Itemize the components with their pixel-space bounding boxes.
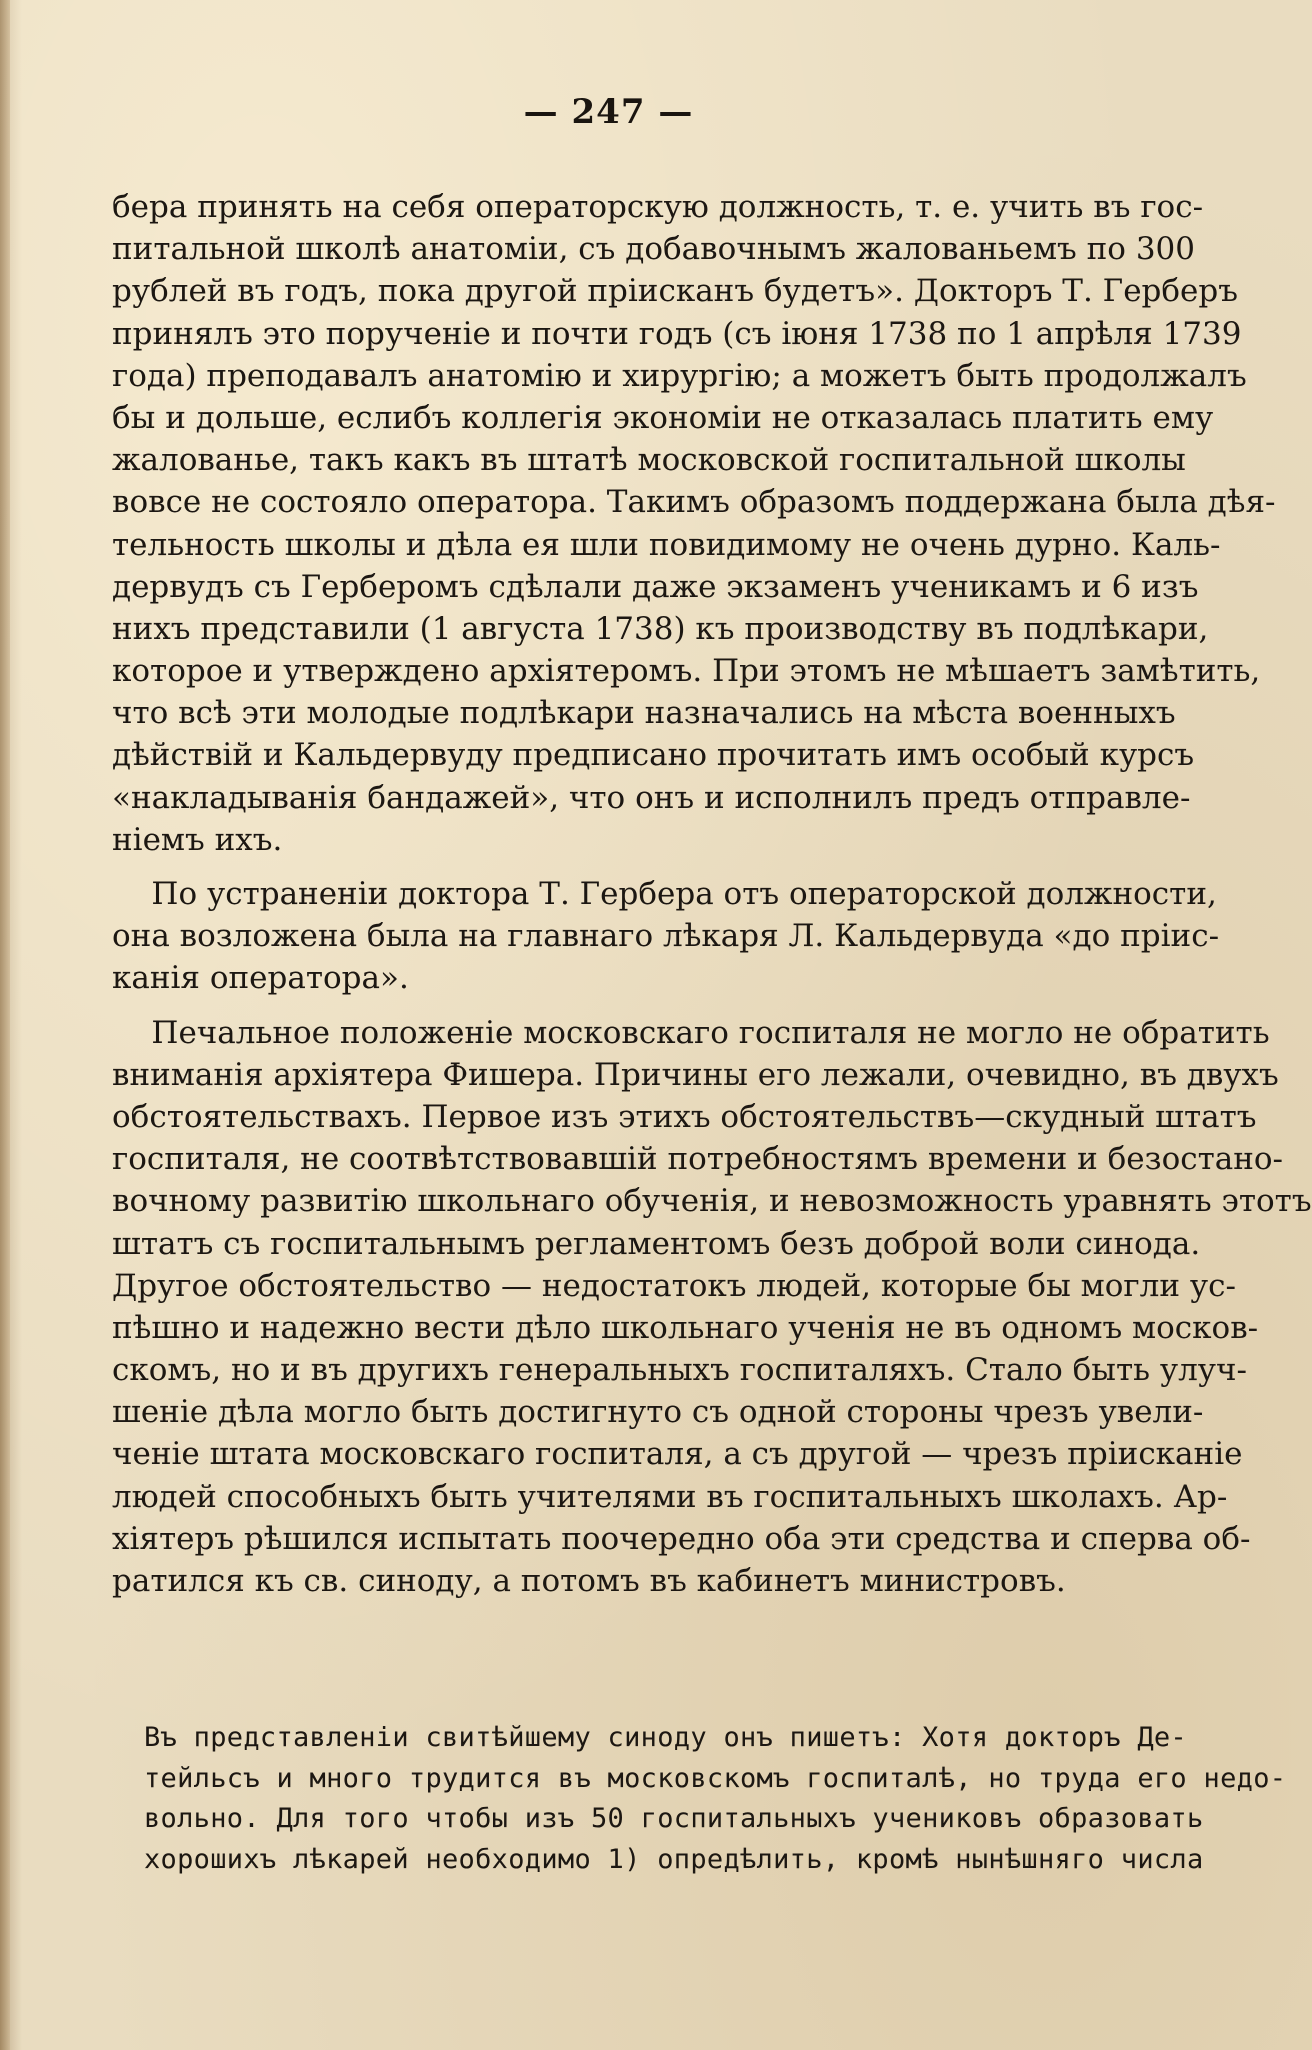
text-line: питальной школѣ анатоміи, съ добавочнымъ жалованьемъ по 300 [112, 231, 1195, 268]
footnote-line: хорошихъ лѣкарей необходимо 1) опредѣлить, кромѣ нынѣшняго числа [144, 1843, 1204, 1875]
page-number: — 247 — [523, 92, 694, 132]
text-line: людей способныхъ быть учителями въ госпитальныхъ школахъ. Ар- [112, 1478, 1228, 1515]
paragraph-3 [112, 1012, 1312, 1603]
text-line: ченіе штата московскаго госпиталя, а съ другой — чрезъ пріисканіе [112, 1436, 1243, 1473]
text-line: Печальное положеніе московскаго госпиталя не могло не обратить [112, 1014, 1270, 1051]
text-line: «накладыванія бандажей», что онъ и исполнилъ предъ отправле- [112, 779, 1191, 816]
footnote-line: вольно. Для того чтобы изъ 50 госпитальныхъ учениковъ образовать [144, 1803, 1204, 1834]
text-line: ніемъ ихъ. [112, 821, 283, 858]
text-line: дѣйствій и Кальдервуду предписано прочитать имъ особый курсъ [112, 737, 1195, 774]
text-line: канія оператора». [112, 960, 409, 997]
text-line: вниманія архіятера Фишера. Причины его лежали, очевидно, въ двухъ [112, 1056, 1279, 1093]
page-binding-edge [0, 0, 10, 2050]
footnote-line: Въ представленіи свитѣйшему синоду онъ пишетъ: Хотя докторъ Де- [144, 1722, 1187, 1753]
text-line: она возложена была на главнаго лѣкаря Л. Кальдервуда «до пріис- [112, 918, 1220, 955]
text-line: тельность школы и дѣла ея шли повидимому не очень дурно. Каль- [112, 526, 1221, 563]
text-line: По устраненіи доктора Т. Гербера отъ операторской должности, [112, 876, 1217, 912]
paragraph-1 [112, 186, 1276, 861]
text-line: нихъ представили (1 августа 1738) къ производству въ подлѣкари, [112, 610, 1209, 647]
text-line: жалованье, такъ какъ въ штатѣ московской госпитальной школы [112, 442, 1186, 479]
text-line: госпиталя, не соотвѣтствовавшій потребностямъ времени и безостано- [112, 1141, 1284, 1178]
text-line: шеніе дѣла могло быть достигнуто съ одной стороны чрезъ увели- [112, 1394, 1204, 1431]
main-text [112, 186, 1312, 1602]
text-line: обстоятельствахъ. Первое изъ этихъ обстоятельствъ—скудный штатъ [112, 1098, 1257, 1135]
text-line: рублей въ годъ, пока другой пріисканъ будетъ». Докторъ Т. Герберъ [112, 273, 1238, 310]
text-line: ратился къ св. синоду, а потомъ въ кабинетъ министровъ. [112, 1563, 1066, 1599]
text-line: вочному развитію школьнаго обученія, и невозможность уравнять этотъ [112, 1183, 1312, 1220]
text-line: вовсе не состояло оператора. Такимъ образомъ поддержана была дѣя- [112, 484, 1276, 521]
text-line: Другое обстоятельство — недостатокъ людей, которые бы могли ус- [112, 1267, 1236, 1304]
text-line: года) преподавалъ анатомію и хирургію; а можетъ быть продолжалъ [112, 357, 1247, 394]
text-line: принялъ это порученіе и почти годъ (съ іюня 1738 по 1 апрѣля 1739 [112, 315, 1242, 352]
text-line: хіятеръ рѣшился испытать поочередно оба эти средства и сперва об- [112, 1520, 1251, 1557]
text-line: что всѣ эти молодые подлѣкари назначались на мѣста военныхъ [112, 695, 1176, 732]
text-line: скомъ, но и въ другихъ генеральныхъ госпиталяхъ. Стало быть улуч- [112, 1352, 1247, 1389]
footnote [144, 1718, 1287, 1880]
text-line: которое и утверждено архіятеромъ. При этомъ не мѣшаетъ замѣтить, [112, 653, 1261, 690]
paragraph-gap [112, 1000, 1122, 1012]
text-line: пѣшно и надежно вести дѣло школьнаго ученія не въ одномъ москов- [112, 1309, 1259, 1346]
text-line: бы и дольше, еслибъ коллегія экономіи не отказалась платить ему [112, 399, 1214, 436]
text-line: бера принять на себя операторскую должность, т. е. учить въ гос- [112, 189, 1204, 225]
paragraph-2 [112, 873, 1220, 1000]
text-line: штатъ съ госпитальнымъ регламентомъ безъ доброй воли синода. [112, 1225, 1201, 1262]
text-line: дервудъ съ Герберомъ сдѣлали даже экзаменъ ученикамъ и 6 изъ [112, 568, 1199, 605]
paragraph-gap [112, 861, 1122, 873]
footnote-line: тейльсъ и много трудится въ московскомъ госпиталѣ, но труда его недо- [144, 1762, 1287, 1794]
